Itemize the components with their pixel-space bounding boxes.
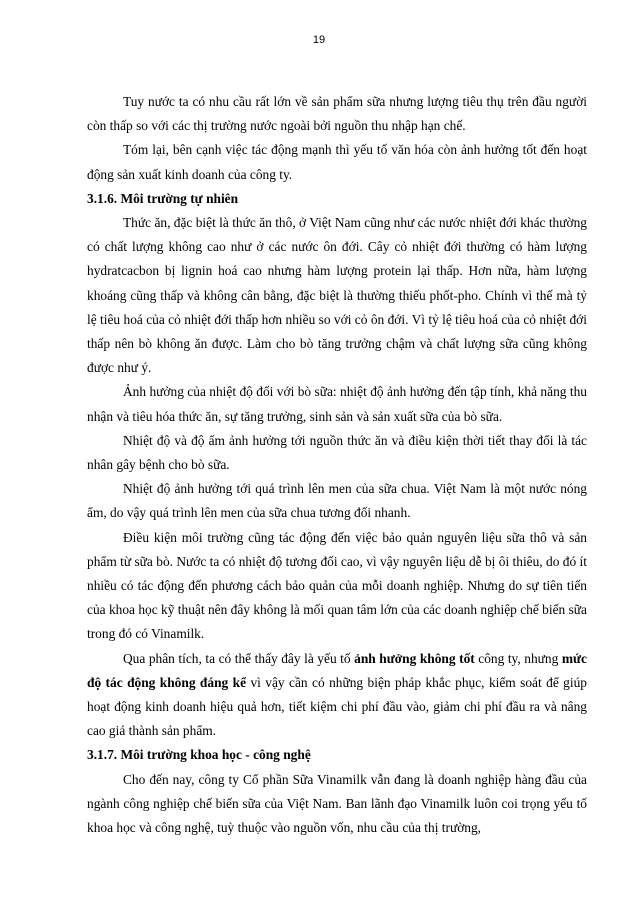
paragraph-conclusion (87, 647, 587, 744)
page-number: 19 (312, 34, 326, 46)
conclusion-text: vì vậy cần có những biện pháp khắc phục, kiểm soát để giúp hoạt động kinh doanh hiệu quả hơn, tiết kiệm chi phí đầu vào, giảm chi phí đầu ra và nâng cao giá thành sản phẩm. (87, 674, 587, 739)
conclusion-text: Qua phân tích, ta có thể thấy đây là yếu tố (123, 650, 355, 666)
paragraph-preservation: Điều kiện môi trường cũng tác động đến việc bảo quản nguyên liệu sữa thô và sản phẩm từ sữa bò. Nước ta có nhiệt độ tương đối cao, vì vậy nguyên liệu dễ bị ôi thiêu, do đó ít nhiều có tác động đến phương cách bảo quản của mỗi doanh nghiệp. Nhưng do sự tiên tiến của khoa học kỹ thuật nên đây không là mối quan tâm lớn của các doanh nghiệp chế biến sữa trong đó có Vinamilk. (87, 529, 587, 642)
section-heading-natural-environment: 3.1.6. Môi trường tự nhiên (87, 190, 239, 206)
conclusion-bold-impact: ảnh hưởng không tốt (354, 650, 475, 666)
section-heading-science-technology: 3.1.7. Môi trường khoa học - công nghệ (87, 747, 311, 763)
paragraph-temperature: Ảnh hưởng của nhiệt độ đối với bò sữa: nhiệt độ ảnh hưởng đến tập tính, khả năng thu nhận và tiêu hóa thức ăn, sự tăng trưởng, sinh sản và sản xuất sữa của bò sữa. (87, 384, 587, 424)
paragraph-humidity: Nhiệt độ và độ ẩm ảnh hưởng tới nguồn thức ăn và điều kiện thời tiết thay đổi là tác nhân gây bệnh cho bò sữa. (87, 432, 587, 473)
paragraph-fermentation: Nhiệt độ ảnh hưởng tới quá trình lên men của sữa chua. Việt Nam là một nước nóng ẩm, do vậy quá trình lên men của sữa chua tương đối nhanh. (87, 481, 587, 521)
paragraph-vinamilk: Cho đến nay, công ty Cổ phần Sữa Vinamilk vẫn đang là doanh nghiệp hàng đầu của ngành công nghiệp chế biến sữa của Việt Nam. Ban lãnh đạo Vinamilk luôn coi trọng yếu tố khoa học và công nghệ, tuỳ thuộc vào nguồn vốn, nhu cầu của thị trường, (87, 771, 587, 836)
paragraph-demand: Tuy nước ta có nhu cầu rất lớn về sản phẩm sữa nhưng lượng tiêu thụ trên đầu người còn thấp so với các thị trường nước ngoài bởi nguồn thu nhập hạn chế. (87, 94, 587, 134)
paragraph-summary: Tóm lại, bên cạnh việc tác động mạnh thì yếu tố văn hóa còn ảnh hưởng tốt đến hoạt động sản xuất kinh doanh của công ty. (87, 142, 587, 182)
paragraph-feed: Thức ăn, đặc biệt là thức ăn thô, ở Việt Nam cũng như các nước nhiệt đới khác thường có chất lượng không cao như ở các nước ôn đới. Cây cỏ nhiệt đới thường có hàm lượng hydratcacbon bị lignin hoá cao nhưng hàm lượng protein lại thấp. Hơn nữa, hàm lượng khoáng cũng thấp và không cân bằng, đặc biệt là thường thiếu phốt-pho. Chính vì thế mà tỷ lệ tiêu hoá của cỏ nhiệt đới thấp hơn nhiều so với cỏ ôn đới. Vì tỷ lệ tiêu hoá của cỏ nhiệt đới thấp nên bò không ăn được. Làm cho bò tăng trưởng chậm và chất lượng sữa cũng không được như ý. (87, 215, 587, 376)
conclusion-text: công ty, nhưng (474, 650, 562, 666)
conclusion-bold-level: mức độ tác động không đáng kể (87, 650, 587, 690)
page-content (87, 90, 587, 840)
